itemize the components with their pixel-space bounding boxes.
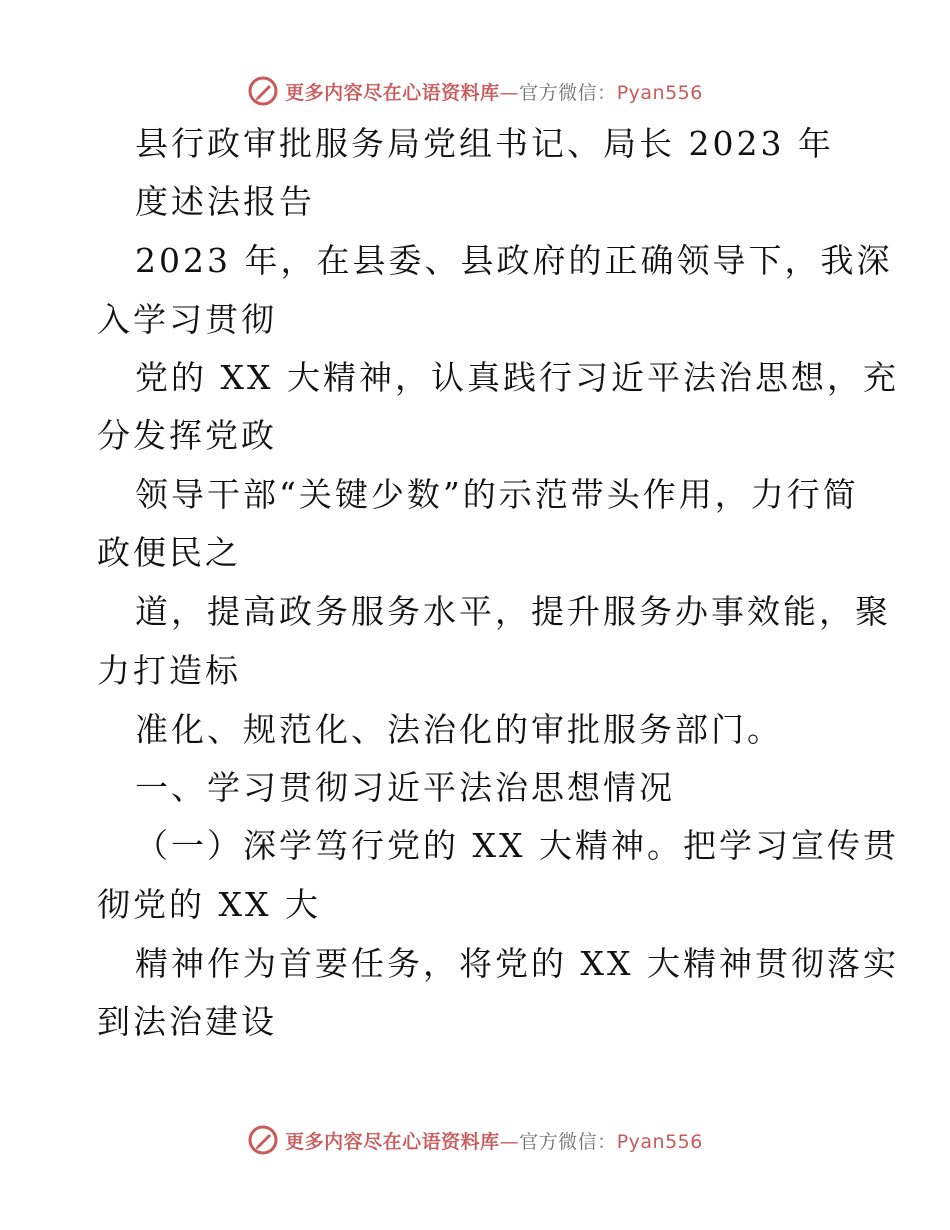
- doc-text-line: 准化、规范化、法治化的审批服务部门。: [135, 710, 783, 749]
- doc-text-line: 道，提高政务服务水平，提升服务办事效能，聚: [135, 592, 891, 631]
- pen-circle-logo-icon: [247, 75, 279, 107]
- pen-circle-logo-icon: [247, 1124, 279, 1156]
- doc-text-line: 力打造标: [97, 651, 241, 690]
- watermark-text: 更多内容尽在心语资料库—官方微信：Pyan556: [285, 81, 703, 104]
- watermark-header: [0, 71, 950, 111]
- doc-text-line: 党的 XX 大精神，认真践行习近平法治思想，充: [135, 358, 899, 397]
- doc-text-line: 到法治建设: [97, 1002, 277, 1041]
- doc-title-line-2: 度述法报告: [135, 182, 315, 221]
- watermark-text: 更多内容尽在心语资料库—官方微信：Pyan556: [285, 1130, 703, 1153]
- doc-text-line: 2023 年，在县委、县政府的正确领导下，我深: [135, 241, 893, 280]
- section-heading: 一、学习贯彻习近平法治思想情况: [135, 768, 675, 807]
- watermark-footer: [0, 1120, 950, 1160]
- doc-text-line: 政便民之: [97, 533, 241, 572]
- doc-text-line: 领导干部“关键少数”的示范带头作用，力行简: [135, 475, 859, 514]
- doc-text-line: 彻党的 XX 大: [97, 885, 321, 924]
- doc-text-line: 精神作为首要任务，将党的 XX 大精神贯彻落实: [135, 944, 899, 983]
- doc-text-line: 分发挥党政: [97, 416, 277, 455]
- doc-text-line: （一）深学笃行党的 XX 大精神。把学习宣传贯: [135, 826, 899, 865]
- doc-text-line: 入学习贯彻: [97, 300, 277, 339]
- doc-title-line-1: 县行政审批服务局党组书记、局长 2023 年: [135, 124, 834, 163]
